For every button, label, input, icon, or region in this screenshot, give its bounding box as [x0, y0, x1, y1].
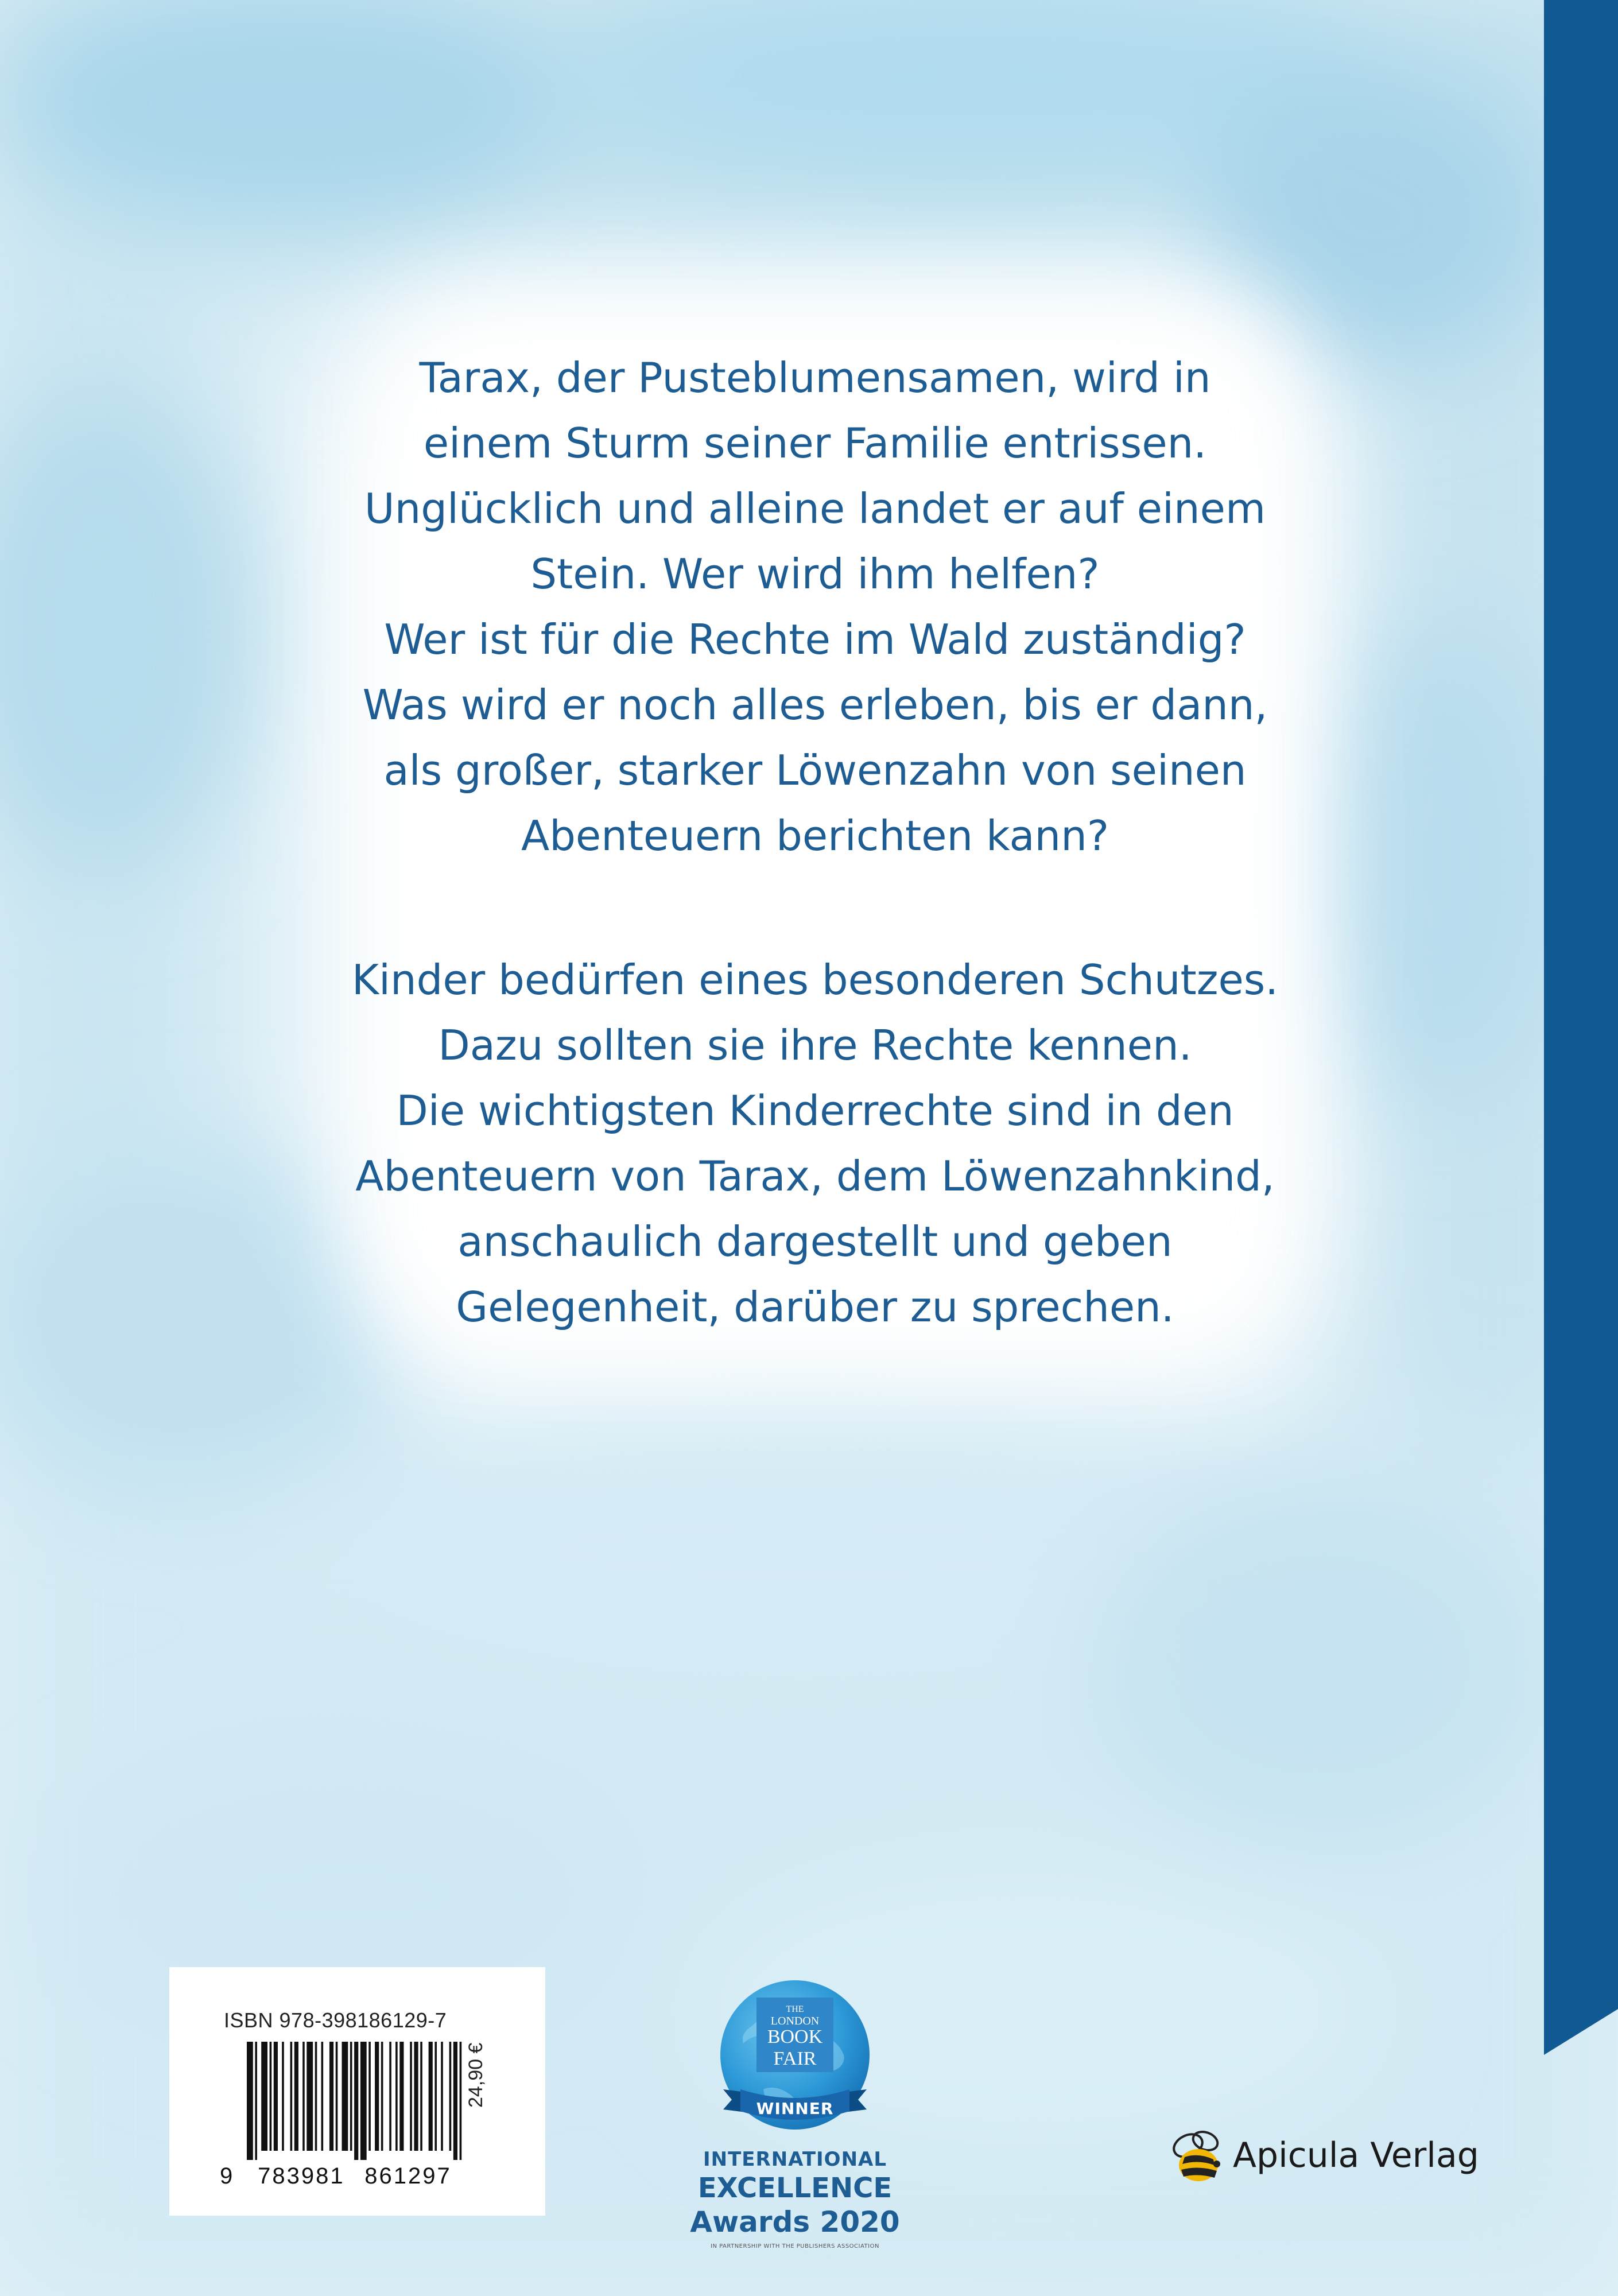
barcode-digits-left: 783981 — [258, 2163, 358, 2189]
blurb-line: Abenteuern von Tarax, dem Löwenzahnkind, — [321, 1143, 1309, 1209]
blurb-line: Stein. Wer wird ihm helfen? — [321, 541, 1309, 607]
blurb-line: anschaulich dargestellt und geben — [321, 1209, 1309, 1274]
blurb-line: Abenteuern berichten kann? — [321, 803, 1309, 868]
publisher-name: Apicula Verlag — [1233, 2135, 1479, 2175]
blurb-line: Tarax, der Pusteblumensamen, wird in — [321, 345, 1309, 410]
blurb-line: Wer ist für die Rechte im Wald zuständig? — [321, 607, 1309, 672]
award-excellence: EXCELLENCE — [689, 2172, 901, 2204]
blurb-line: Gelegenheit, darüber zu sprechen. — [321, 1274, 1309, 1340]
barcode-digit-first: 9 — [220, 2163, 251, 2189]
lbf-london: LONDON — [735, 2015, 855, 2028]
isbn-label: ISBN 978-398186129-7 — [224, 2008, 447, 2033]
award-winner-ribbon: WINNER — [735, 2099, 855, 2118]
blurb-line: Kinder bedürfen eines besonderen Schutzes. — [321, 947, 1309, 1013]
blurb-line: Dazu sollten sie ihre Rechte kennen. — [321, 1013, 1309, 1078]
lbf-fair: FAIR — [735, 2048, 855, 2070]
award-year: Awards 2020 — [689, 2205, 901, 2239]
award-partnership: IN PARTNERSHIP WITH THE PUBLISHERS ASSOCIATION — [689, 2243, 901, 2250]
blurb-line: Unglücklich und alleine landet er auf einem — [321, 476, 1309, 541]
blurb-line: als großer, starker Löwenzahn von seinen — [321, 738, 1309, 803]
lbf-the: THE — [735, 2004, 855, 2015]
blurb-line: Was wird er noch alles erleben, bis er dann, — [321, 672, 1309, 738]
lbf-book: BOOK — [735, 2026, 855, 2048]
award-international: INTERNATIONAL — [689, 2148, 901, 2171]
blurb-line: einem Sturm seiner Familie entrissen. — [321, 410, 1309, 476]
price-label: 24,90 € — [465, 2043, 487, 2108]
barcode-digits-right: 861297 — [364, 2163, 451, 2189]
blurb-line: Die wichtigsten Kinderrechte sind in den — [321, 1078, 1309, 1143]
